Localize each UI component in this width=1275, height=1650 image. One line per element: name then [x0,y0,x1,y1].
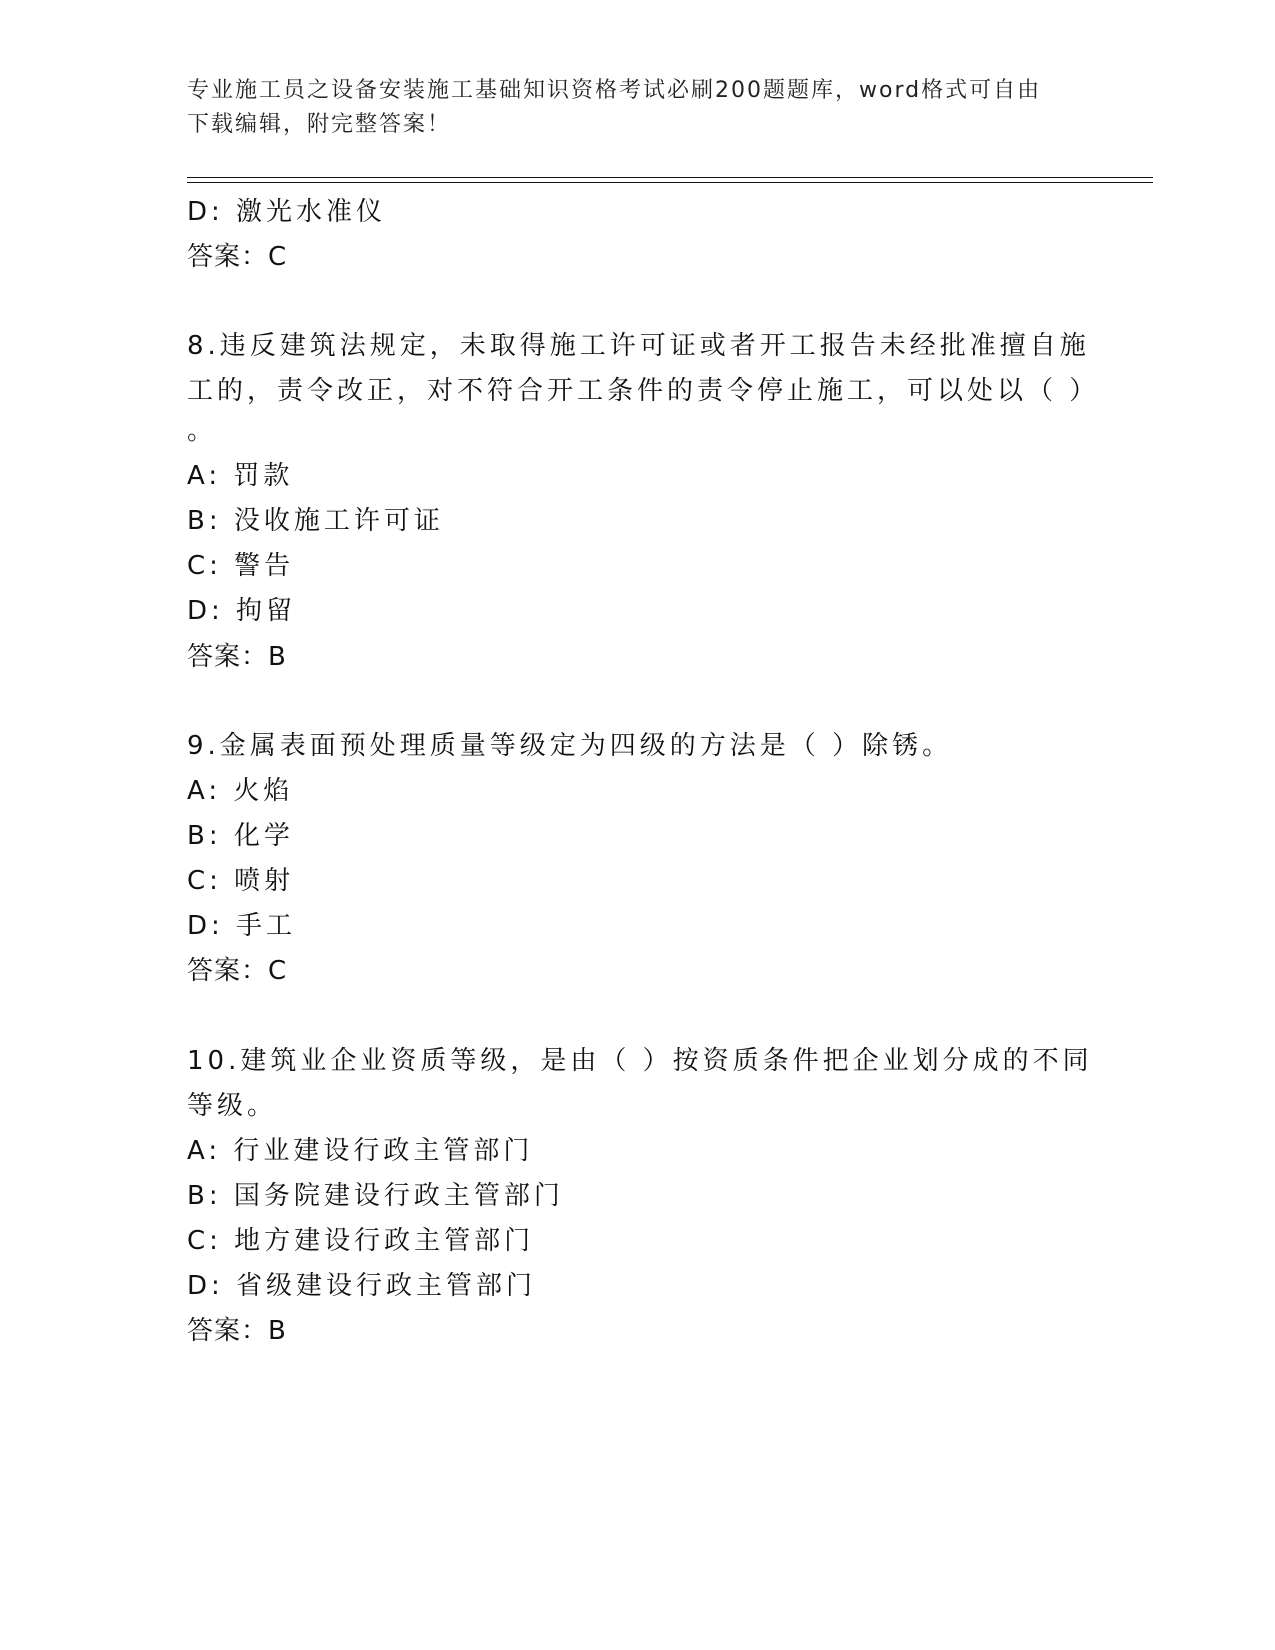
q10-option-d: D: 省级建设行政主管部门 [187,1271,537,1301]
q10-option-c: C: 地方建设行政主管部门 [187,1226,535,1256]
header-divider-bottom [187,182,1153,183]
q8-stem-line-2: 工的，责令改正，对不符合开工条件的责令停止施工，可以处以（ ） [187,376,1100,406]
q8-stem-line-1: 8.违反建筑法规定，未取得施工许可证或者开工报告未经批准擅自施 [187,331,1090,361]
q9-option-d: D: 手工 [187,911,297,941]
q7-option-d: D: 激光水准仪 [187,197,387,227]
header-divider-top [187,177,1153,178]
q8-option-a: A: 罚款 [187,461,294,491]
q10-option-b: B: 国务院建设行政主管部门 [187,1181,564,1211]
document-header [187,74,1067,142]
q8-option-b: B: 没收施工许可证 [187,506,444,536]
q10-stem-line-2: 等级。 [187,1091,278,1121]
q8-answer: 答案：B [187,642,287,672]
q9-option-b: B: 化学 [187,821,294,851]
header-line-2: 下载编辑，附完整答案！ [187,112,452,137]
header-line-1: 专业施工员之设备安装施工基础知识资格考试必刷200题题库，word格式可自由 [187,78,1042,103]
q7-answer: 答案：C [187,242,288,272]
q9-answer: 答案：C [187,956,288,986]
q10-stem-line-1: 10.建筑业企业资质等级，是由（ ）按资质条件把企业划分成的不同 [187,1046,1093,1076]
q8-option-c: C: 警告 [187,551,295,581]
q8-stem-line-3: 。 [187,416,218,446]
q10-answer: 答案：B [187,1316,287,1346]
q9-option-c: C: 喷射 [187,866,295,896]
q9-stem-line-1: 9.金属表面预处理质量等级定为四级的方法是（ ）除锈。 [187,731,953,761]
q10-option-a: A: 行业建设行政主管部门 [187,1136,534,1166]
q8-option-d: D: 拘留 [187,596,297,626]
q9-option-a: A: 火焰 [187,776,294,806]
